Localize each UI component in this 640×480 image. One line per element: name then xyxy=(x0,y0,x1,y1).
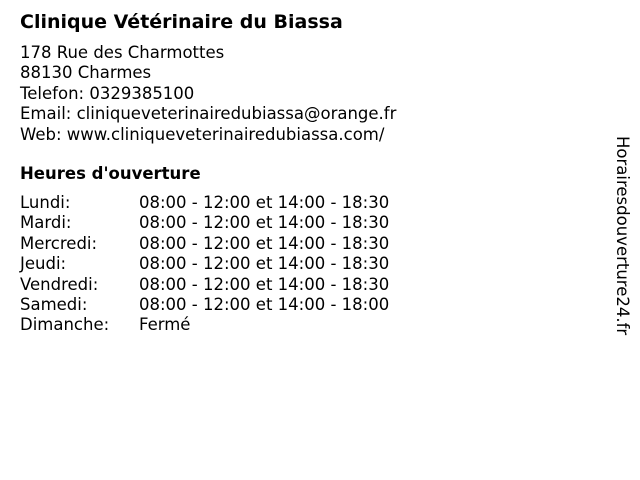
day-label: Jeudi: xyxy=(20,254,67,274)
day-label: Samedi: xyxy=(20,295,88,315)
clinic-address-block xyxy=(20,43,396,145)
website-address: Web: www.cliniqueveterinairedubiassa.com/ xyxy=(20,124,385,144)
day-label: Vendredi: xyxy=(20,274,99,294)
clinic-name: Clinique Vétérinaire du Biassa xyxy=(20,11,343,33)
time-range: 08:00 - 12:00 et 14:00 - 18:30 xyxy=(139,233,390,253)
phone-number: Telefon: 0329385100 xyxy=(20,83,195,103)
time-range: 08:00 - 12:00 et 14:00 - 18:00 xyxy=(139,295,390,315)
email-address: Email: cliniqueveterinairedubiassa@orange.fr xyxy=(20,104,397,124)
hours-row-sunday xyxy=(20,315,389,335)
hours-row-tuesday xyxy=(20,213,389,233)
city-postal-code: 88130 Charmes xyxy=(20,63,152,83)
day-label: Mercredi: xyxy=(20,233,98,253)
hours-row-wednesday xyxy=(20,234,389,254)
day-label: Mardi: xyxy=(20,213,72,233)
time-range: 08:00 - 12:00 et 14:00 - 18:30 xyxy=(139,254,390,274)
time-range: Fermé xyxy=(139,315,191,335)
day-label: Lundi: xyxy=(20,193,71,212)
time-range: 08:00 - 12:00 et 14:00 - 18:30 xyxy=(139,274,390,294)
hours-row-friday xyxy=(20,275,389,295)
time-range: 08:00 - 12:00 et 14:00 - 18:30 xyxy=(139,193,390,212)
day-label: Dimanche: xyxy=(20,315,110,335)
street-address: 178 Rue des Charmottes xyxy=(20,43,225,62)
opening-hours-table xyxy=(20,193,389,336)
site-watermark: Horairesdouverture24.fr xyxy=(613,136,632,336)
hours-row-saturday xyxy=(20,295,389,315)
hours-row-monday xyxy=(20,193,389,213)
opening-hours-heading: Heures d'ouverture xyxy=(20,164,201,183)
time-range: 08:00 - 12:00 et 14:00 - 18:30 xyxy=(139,213,390,233)
hours-row-thursday xyxy=(20,254,389,274)
